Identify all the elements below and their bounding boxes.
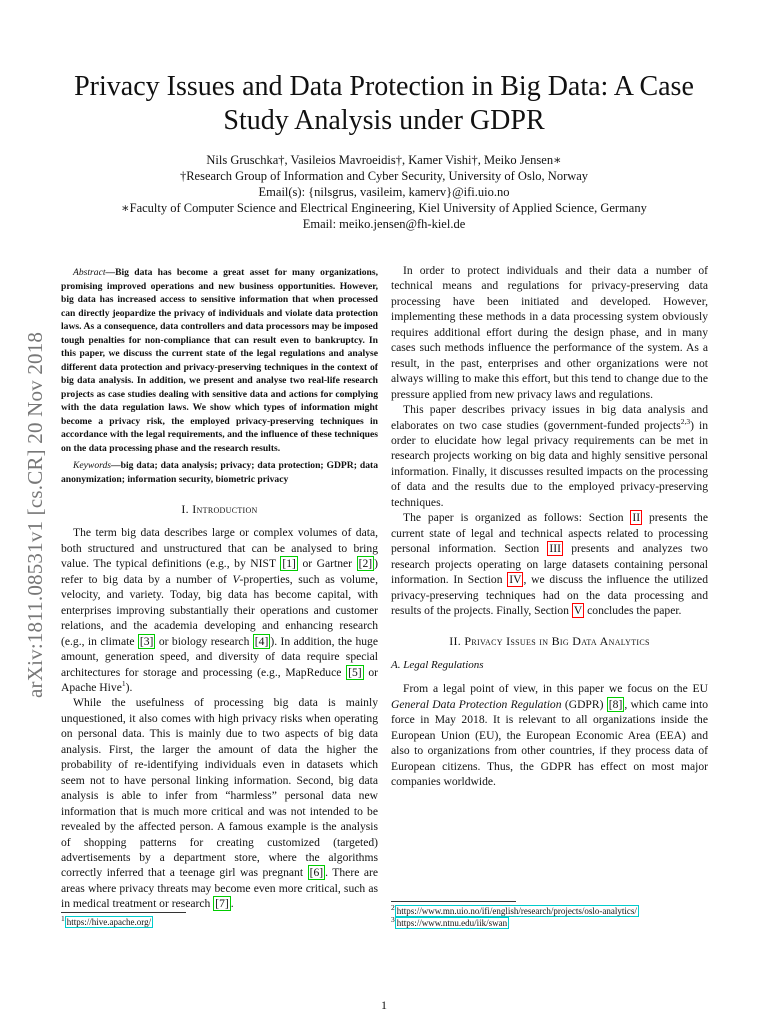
text-run: While the usefulness of processing big data is mainly unquestioned, it also comes with high privacy risks when operating on personal data. This is mainly due to two aspects of big data analysis. First, the larger the amount of data the higher the probability of re-identifying individuals even in datasets which seem not to have personal linking information. Second, big data analysis is able to infer from “harmless” personal data new information that is much more critical and was not intended to be revealed by the affected person. A famous example is the analysis of shopping patterns for creating customized (targeted) advertisements by a department store, where the algorithms correctly inferred that a teenage girl was pregnant <box>61 696 378 880</box>
text-run: or Apache Hive <box>61 665 378 694</box>
text-run: or biology research <box>155 634 253 648</box>
arxiv-identifier-stamp: arXiv:1811.08531v1 [cs.CR] 20 Nov 2018 <box>23 331 47 698</box>
text-run: (GDPR) <box>561 697 607 711</box>
email-kiel: Email: meiko.jensen@fh-kiel.de <box>302 217 466 231</box>
left-column <box>61 266 378 912</box>
text-run: . <box>230 897 234 911</box>
section2-name: Privacy Issues in Big Data Analytics <box>464 634 650 649</box>
footnote-1 <box>61 916 378 928</box>
abstract <box>61 266 378 455</box>
footnote-marker[interactable]: 1 <box>121 679 126 689</box>
text-run: ). In addition, the huge amount, generation speed, and diversity of data require special architectures for storage and processing (e.g., MapReduce <box>61 634 379 679</box>
section-ref-link[interactable]: II <box>632 511 641 525</box>
affiliation-kiel: ∗Faculty of Computer Science and Electrical Engineering, Kiel University of Applied Science, Germany <box>121 201 647 215</box>
footnote-number: 2 <box>391 903 395 912</box>
footnote-marker[interactable]: 2,3 <box>680 416 691 426</box>
footnotes-left <box>61 912 378 928</box>
abstract-lead: Abstract <box>73 267 106 278</box>
footnote-rule <box>391 901 516 902</box>
intro-paragraph-3: In order to protect individuals and their data a number of technical means and regulations for privacy-preserving data processing have been initiated and developed. However, implementing these methods in a data processing system obviously requires additional effort during the design phase, and in many cases such methods influence the performance of the system. As a result, in the past, enterprises and other organizations were not always willing to make this effort, but this tend to change due to the pressure applied from new privacy laws and regulations. <box>391 264 708 401</box>
affiliation-oslo: †Research Group of Information and Cyber Security, University of Oslo, Norway <box>179 169 589 183</box>
subsection-heading-legal-regulations: A. Legal Regulations <box>391 658 484 671</box>
intro-paragraph-4 <box>391 402 708 510</box>
text-run-italic: General Data Protection Regulation <box>391 697 562 711</box>
section-heading-privacy-issues <box>391 634 708 649</box>
footnote-number: 3 <box>391 915 395 924</box>
text-run: ) in order to elucidate how legal privacy requirements can be met in research projects working on big data and highly sensitive personal information. Finally, it discusses resulted impacts on the processing of data and the results due to the employed privacy-preserving techniques. <box>391 418 708 509</box>
text-run-italic: V <box>232 572 240 586</box>
text-run: ) refer to big data by a number of <box>61 557 378 586</box>
abstract-text: —Big data has become a great asset for many organizations, promising improved operations and new business opportunities. However, big data has increased access to sensitive information that when processed can directly jeopardize the privacy of individuals and violate data protection laws. As a consequence, data controllers and data processors may be imposed tough penalties for non-compliance that can result even to bankruptcy. In this paper, we discuss the current state of the legal regulations and analyse different data protection and privacy-preserving techniques in the context of big data analysis. In addition, we present and analyse two real-life research projects as case studies dealing with sensitive data and actions for complying with the data regulation laws. We show which types of information might become a privacy risk, the employed privacy-preserving techniques in accordance with the legal requirements, and the influence of these techniques on the data processing phase and the research results. <box>61 267 378 454</box>
text-run: From a legal point of view, in this paper we focus on the EU <box>403 682 708 696</box>
text-run: concludes the paper. <box>584 603 682 617</box>
section2-numeral: II. <box>449 634 465 649</box>
section1-numeral: I. <box>181 502 193 516</box>
citation-link[interactable]: [1] <box>282 557 296 571</box>
section-ref-link[interactable]: IV <box>509 573 522 587</box>
section-ref-link[interactable]: III <box>549 542 561 556</box>
footnote-url-link[interactable]: https://hive.apache.org/ <box>66 917 152 927</box>
text-run: -properties, such as volume, velocity, and variety. Today, big data has become capital, with enterprises improving substantially their operations and customer relations, and the academia developing and enhancing research (e.g., in climate <box>61 572 378 648</box>
text-run: presents and analyzes two research projects operating on large datasets containing personal information. In Section <box>391 542 708 587</box>
footnote-rule <box>61 912 186 913</box>
text-run: or Gartner <box>297 557 357 571</box>
text-run: , which came into force in May 2018. It is relevant to all organizations inside the European Union (EU), the European Economic Area (EEA) and also to organizations from other countries, if they process data of European citizens. Thus, the GDPR has effect on most major companies worldwide. <box>391 697 708 789</box>
intro-paragraph-5 <box>391 510 708 618</box>
text-run: The term big data describes large or complex volumes of data, both structured and unstructured that can be analysed to bring value. The typical definitions (e.g., by NIST <box>61 526 378 571</box>
footnote-2 <box>391 905 708 917</box>
text-run: ). <box>125 680 133 694</box>
author-names: Nils Gruschka†, Vasileios Mavroeidis†, Kamer Vishi†, Meiko Jensen∗ <box>206 153 562 167</box>
citation-link[interactable]: [8] <box>608 697 623 711</box>
text-run: presents the current state of legal and technical aspects related to processing personal information. Section <box>391 511 708 556</box>
footnotes-right <box>391 901 708 929</box>
author-block <box>60 152 708 232</box>
email-oslo: Email(s): {nilsgrus, vasileim, kamerv}@ifi.uio.no <box>258 185 510 199</box>
keywords-lead: Keywords <box>73 460 112 471</box>
footnote-url-link[interactable]: https://www.mn.uio.no/ifi/english/research/projects/oslo-analytics/ <box>396 906 637 916</box>
citation-link[interactable]: [3] <box>139 634 154 648</box>
footnote-3 <box>391 917 708 929</box>
paper-title: Privacy Issues and Data Protection in Big Data: A Case Study Analysis under GDPR <box>74 71 694 136</box>
text-run: This paper describes privacy issues in big data analysis and elaborates on two case studies (government-funded projects <box>391 403 708 432</box>
section-ref-link[interactable]: V <box>573 603 583 617</box>
section-heading-introduction <box>61 502 378 517</box>
citation-link[interactable]: [2] <box>358 557 373 571</box>
keywords-text: —big data; data analysis; privacy; data protection; GDPR; data anonymization; information security, biometric privacy <box>61 460 378 485</box>
keywords <box>61 459 378 486</box>
citation-link[interactable]: [4] <box>254 634 269 648</box>
citation-link[interactable]: [6] <box>309 866 324 880</box>
page-number: 1 <box>381 998 387 1012</box>
citation-link[interactable]: [7] <box>215 897 229 911</box>
text-run: . There are areas where privacy threats may become even more critical, such as in medical treatment or research <box>61 866 378 911</box>
intro-paragraph-2 <box>61 695 378 911</box>
right-column <box>391 263 708 790</box>
footnote-number: 1 <box>61 914 65 923</box>
text-run: The paper is organized as follows: Section <box>403 511 631 525</box>
text-run: , we discuss the influence the utilized privacy-preserving techniques had on the data processing and results of the projects. Finally, Section <box>391 573 708 617</box>
legal-paragraph-1 <box>391 681 708 789</box>
intro-paragraph-1 <box>61 525 378 695</box>
section1-name: Introduction <box>192 502 258 516</box>
citation-link[interactable]: [5] <box>348 665 362 679</box>
footnote-url-link[interactable]: https://www.ntnu.edu/iik/swan <box>396 918 508 928</box>
